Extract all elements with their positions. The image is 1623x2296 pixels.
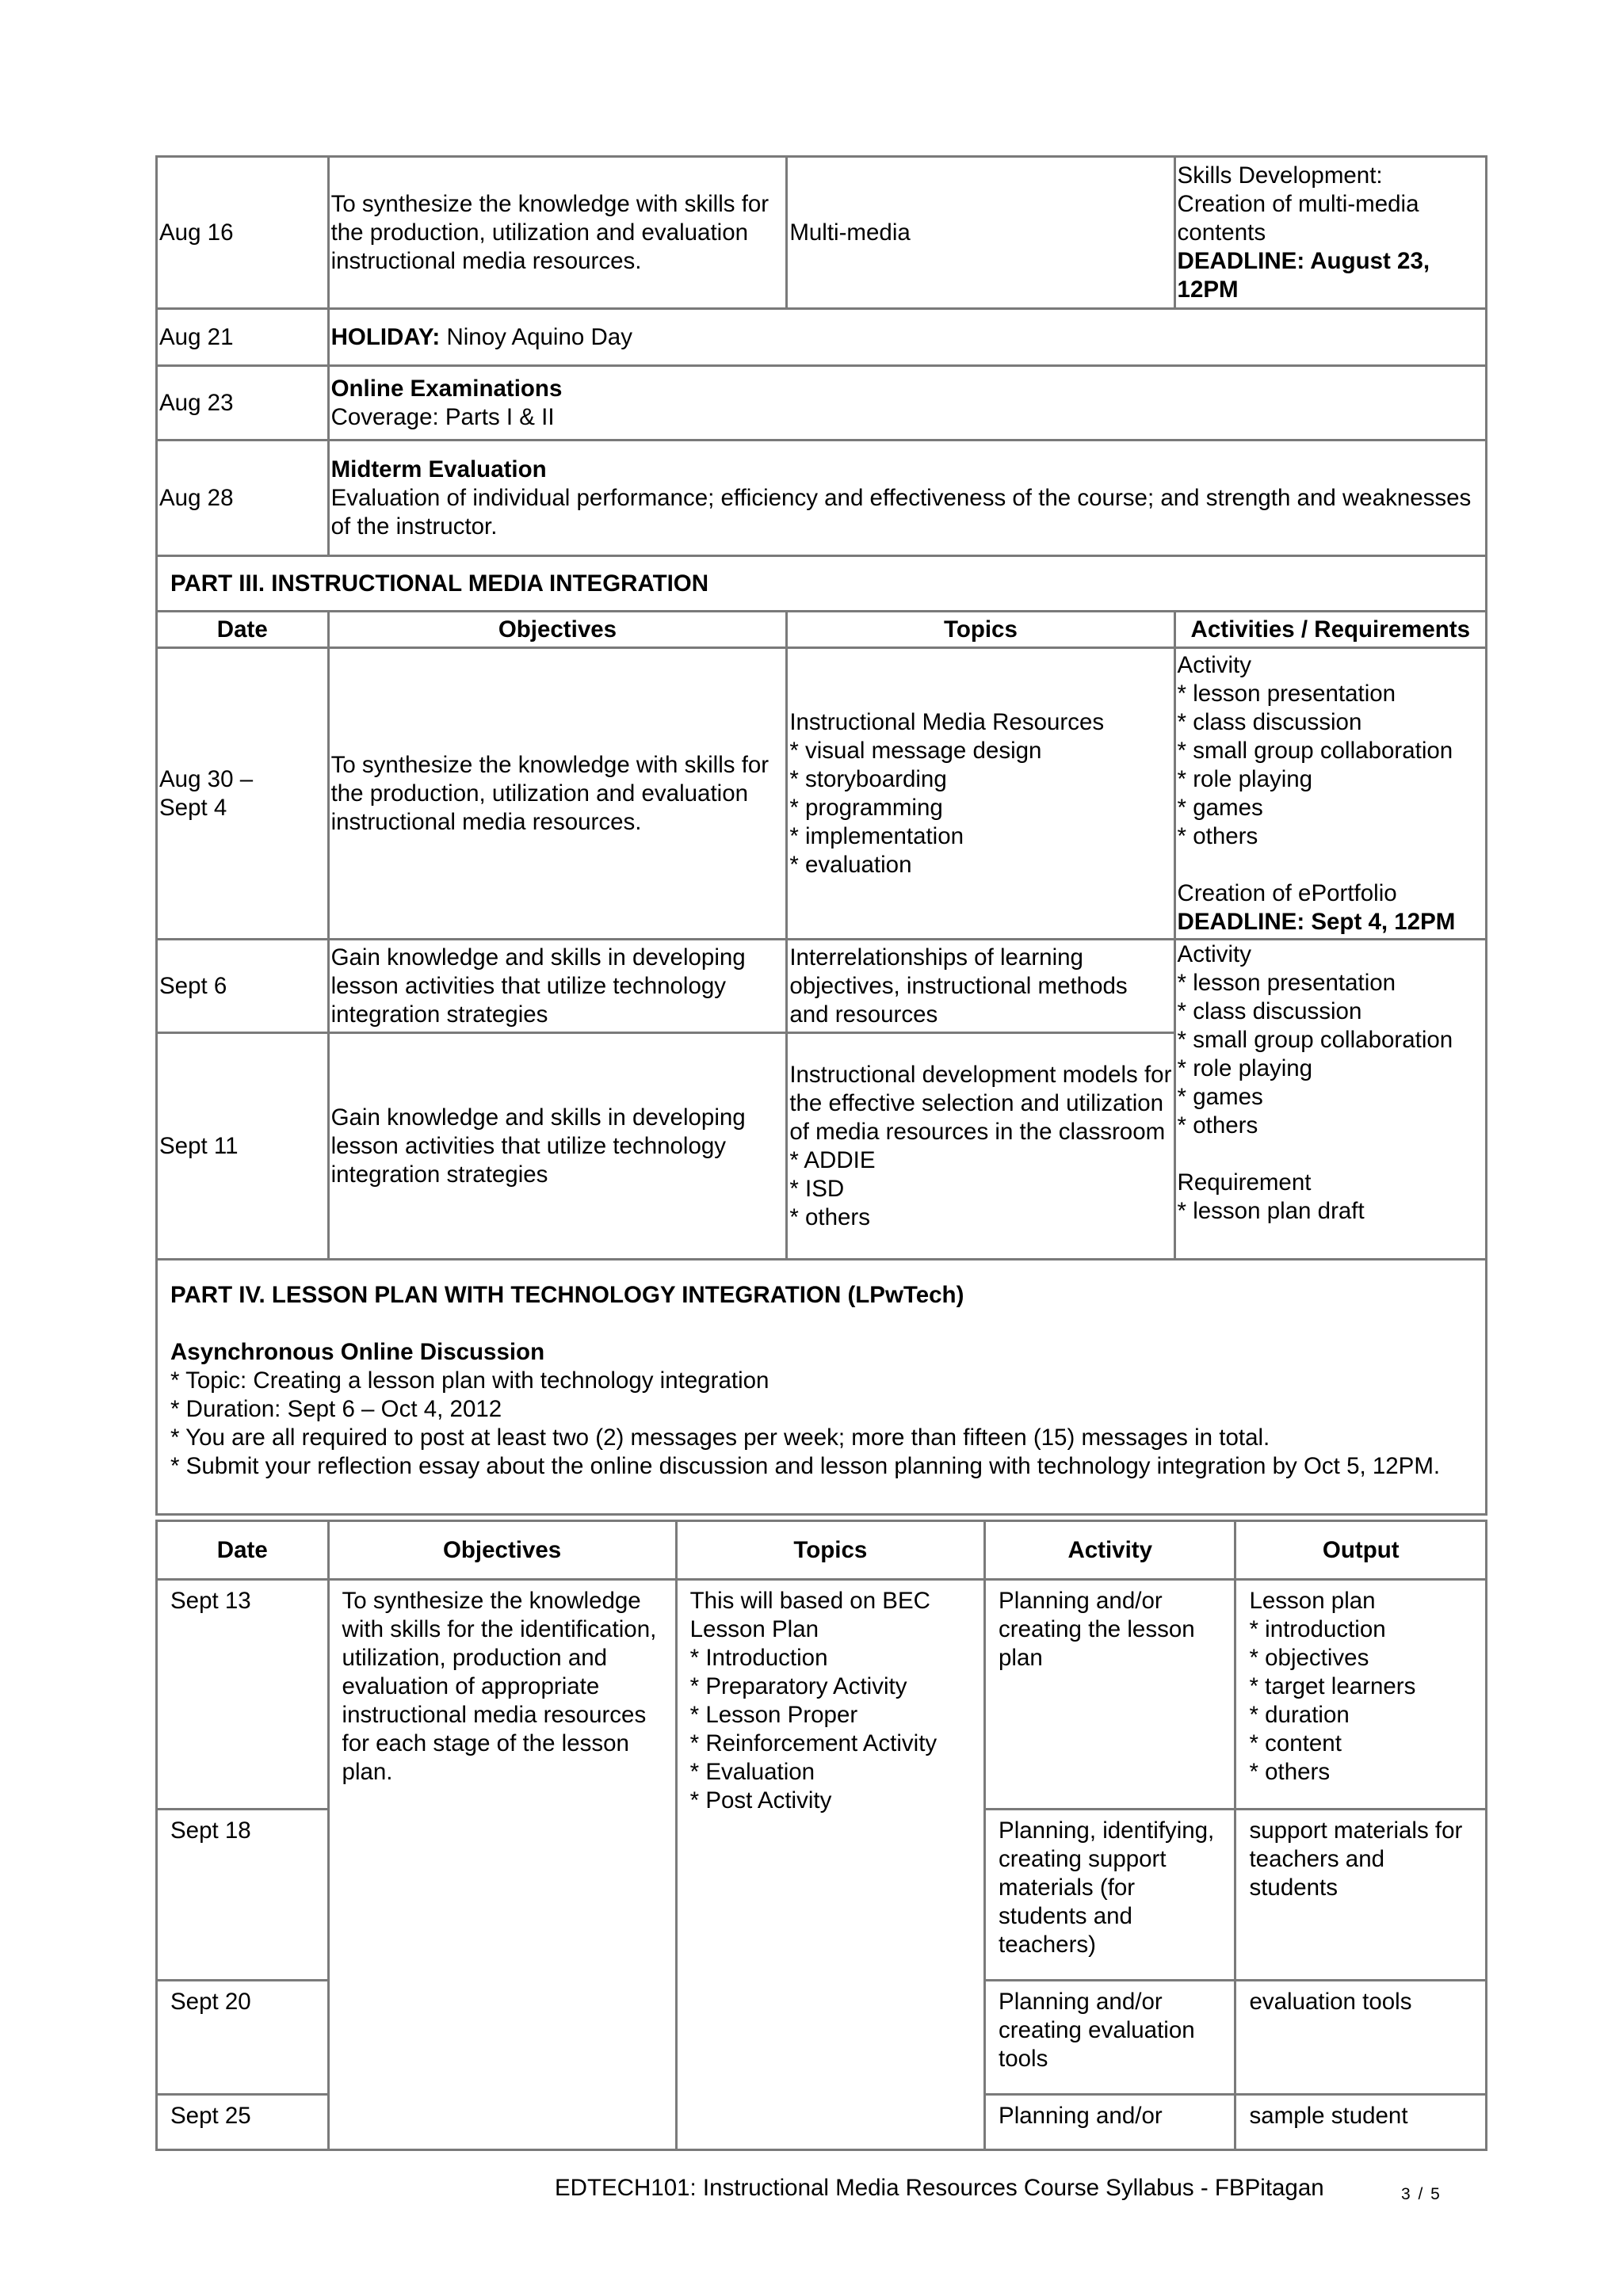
topic-line: * Introduction: [689, 1645, 828, 1671]
table-row: [157, 157, 1487, 309]
topic-line: * implementation: [789, 822, 964, 849]
requirement-line: * lesson plan draft: [1177, 1198, 1365, 1224]
schedule-table: [155, 155, 1487, 1516]
topic-line: * programming: [789, 794, 943, 821]
date-cell: Aug 21: [157, 309, 329, 366]
deadline-text: DEADLINE: Sept 4, 12PM: [1177, 908, 1456, 935]
topic-line: Instructional development models for the effective selection and utilization of media resources in the classroom: [789, 1061, 1172, 1145]
page-number: 3 / 5: [1401, 2185, 1442, 2203]
holiday-text: Ninoy Aquino Day: [446, 323, 632, 350]
column-header: Activity: [985, 1521, 1235, 1580]
column-header: Objectives: [328, 1521, 676, 1580]
part3-title: PART III. INSTRUCTIONAL MEDIA INTEGRATION: [157, 556, 1487, 612]
exam-coverage: Coverage: Parts I & II: [330, 403, 555, 430]
topic-cell: [676, 1580, 984, 2150]
objective-cell: Gain knowledge and skills in developing lesson activities that utilize technology integration strategies: [328, 1033, 787, 1260]
activity-cell: Planning, identifying, creating support materials (for students and teachers): [985, 1810, 1235, 1981]
table-row: [157, 441, 1487, 556]
output-line: Lesson plan: [1249, 1588, 1376, 1614]
objective-cell: To synthesize the knowledge with skills for the production, utilization and evaluation instructional media resources.: [328, 648, 787, 940]
date-cell: Aug 28: [157, 441, 329, 556]
date-cell: Aug 16: [157, 157, 329, 309]
column-header: Date: [157, 1521, 329, 1580]
midterm-text: Evaluation of individual performance; efficiency and effectiveness of the course; and strength and weaknesses of the instructor.: [330, 484, 1472, 540]
output-cell: support materials for teachers and students: [1235, 1810, 1487, 1981]
output-line: * objectives: [1249, 1645, 1369, 1671]
objective-cell: To synthesize the knowledge with skills for the production, utilization and evaluation instructional media resources.: [328, 157, 787, 309]
activity-line: * lesson presentation: [1177, 970, 1396, 996]
topic-line: Instructional Media Resources: [789, 708, 1105, 735]
topic-line: * Evaluation: [689, 1759, 815, 1785]
topic-line: * ISD: [789, 1175, 845, 1202]
column-header: Date: [157, 612, 329, 648]
date-cell: Sept 18: [157, 1810, 329, 1981]
output-line: * content: [1249, 1730, 1342, 1756]
activity-line: * role playing: [1177, 1055, 1313, 1081]
activity-line: Activity: [1177, 651, 1251, 678]
output-cell: [1235, 1580, 1487, 1810]
activity-line: * games: [1177, 1084, 1263, 1110]
part4-cell: [157, 1260, 1487, 1515]
midterm-cell: [328, 441, 1486, 556]
topic-line: * visual message design: [789, 737, 1042, 764]
table-row: [157, 940, 1487, 1033]
activity-line: * games: [1177, 794, 1263, 821]
activity-cell: Planning and/or creating the lesson plan: [985, 1580, 1235, 1810]
topic-line: * Reinforcement Activity: [689, 1730, 938, 1756]
activity-line: Activity: [1177, 941, 1251, 967]
activity-cell: Planning and/or creating evaluation tools: [985, 1981, 1235, 2095]
date-cell: Aug 23: [157, 366, 329, 441]
date-cell: Sept 20: [157, 1981, 329, 2095]
topic-line: * evaluation: [789, 851, 912, 878]
activity-line: * others: [1177, 822, 1258, 849]
part4-line: * You are all required to post at least two (2) messages per week; more than fifteen (15) messages in total.: [170, 1425, 1270, 1451]
activity-line: * small group collaboration: [1177, 1027, 1453, 1053]
date-cell: Sept 25: [157, 2095, 329, 2150]
header-row: [157, 612, 1487, 648]
topic-cell: Interrelationships of learning objectives, instructional methods and resources: [787, 940, 1174, 1033]
column-header: Activities / Requirements: [1174, 612, 1486, 648]
date-line: Sept 4: [159, 794, 227, 821]
date-cell: Sept 6: [157, 940, 329, 1033]
table-row: [157, 366, 1487, 441]
column-header: Topics: [787, 612, 1174, 648]
topic-line: * Post Activity: [689, 1787, 832, 1814]
output-line: * others: [1249, 1759, 1331, 1785]
holiday-label: HOLIDAY:: [330, 323, 441, 350]
activity-cell: [1174, 940, 1486, 1260]
output-cell: sample student: [1235, 2095, 1487, 2150]
footer-text: EDTECH101: Instructional Media Resources Course Syllabus - FBPitagan: [555, 2175, 1324, 2201]
date-cell: [157, 648, 329, 940]
output-line: * introduction: [1249, 1616, 1386, 1642]
table-row: [157, 309, 1487, 366]
exam-title: Online Examinations: [330, 375, 563, 402]
date-line: Aug 30 –: [159, 765, 254, 792]
part4-line: * Submit your reflection essay about the online discussion and lesson planning with technology integration by Oct 5, 12PM.: [170, 1453, 1441, 1479]
column-header: Topics: [676, 1521, 984, 1580]
activity-cell: [1174, 157, 1486, 309]
topic-line: * Lesson Proper: [689, 1702, 858, 1728]
header-row: [157, 1521, 1487, 1580]
activity-line: * role playing: [1177, 765, 1313, 792]
date-cell: Sept 13: [157, 1580, 329, 1810]
section-row: [157, 1260, 1487, 1515]
topic-line: * ADDIE: [789, 1146, 876, 1173]
activity-line: Creation of multi-media contents: [1177, 190, 1419, 246]
requirement-title: Requirement: [1177, 1169, 1312, 1196]
output-line: * duration: [1249, 1702, 1350, 1728]
section-row: [157, 556, 1487, 612]
activity-cell: Planning and/or: [985, 2095, 1235, 2150]
part4-subtitle: Asynchronous Online Discussion: [170, 1339, 545, 1365]
topic-line: * storyboarding: [789, 765, 947, 792]
activity-line: * small group collaboration: [1177, 737, 1453, 764]
table-row: [157, 1580, 1487, 1810]
objective-cell: Gain knowledge and skills in developing lesson activities that utilize technology integration strategies: [328, 940, 787, 1033]
activity-line: Creation of ePortfolio: [1177, 879, 1397, 906]
activity-line: Skills Development:: [1177, 162, 1383, 189]
deadline-text: DEADLINE: August 23, 12PM: [1177, 247, 1430, 303]
table-row: [157, 648, 1487, 940]
activity-line: * lesson presentation: [1177, 680, 1396, 707]
objective-cell: To synthesize the knowledge with skills for the identification, utilization, production and evaluation of appropriate instructional media resources for each stage of the lesson plan.: [328, 1580, 676, 2150]
activity-line: * others: [1177, 1112, 1258, 1138]
date-cell: Sept 11: [157, 1033, 329, 1260]
activity-cell: [1174, 648, 1486, 940]
output-line: * target learners: [1249, 1673, 1416, 1699]
midterm-title: Midterm Evaluation: [330, 456, 547, 482]
part4-title: PART IV. LESSON PLAN WITH TECHNOLOGY INTEGRATION (LPwTech): [170, 1282, 964, 1308]
topic-cell: [787, 648, 1174, 940]
topic-line: * others: [789, 1203, 870, 1230]
column-header: Output: [1235, 1521, 1487, 1580]
holiday-cell: [328, 309, 1486, 366]
topic-cell: [787, 1033, 1174, 1260]
column-header: Objectives: [328, 612, 787, 648]
part4-line: * Duration: Sept 6 – Oct 4, 2012: [170, 1396, 502, 1422]
topic-line: This will based on BEC Lesson Plan: [689, 1588, 930, 1642]
topic-line: * Preparatory Activity: [689, 1673, 907, 1699]
lesson-plan-table: [155, 1520, 1487, 2151]
exam-cell: [328, 366, 1486, 441]
activity-line: * class discussion: [1177, 708, 1362, 735]
output-cell: evaluation tools: [1235, 1981, 1487, 2095]
part4-line: * Topic: Creating a lesson plan with technology integration: [170, 1367, 769, 1394]
activity-line: * class discussion: [1177, 998, 1362, 1024]
topic-cell: Multi-media: [787, 157, 1174, 309]
